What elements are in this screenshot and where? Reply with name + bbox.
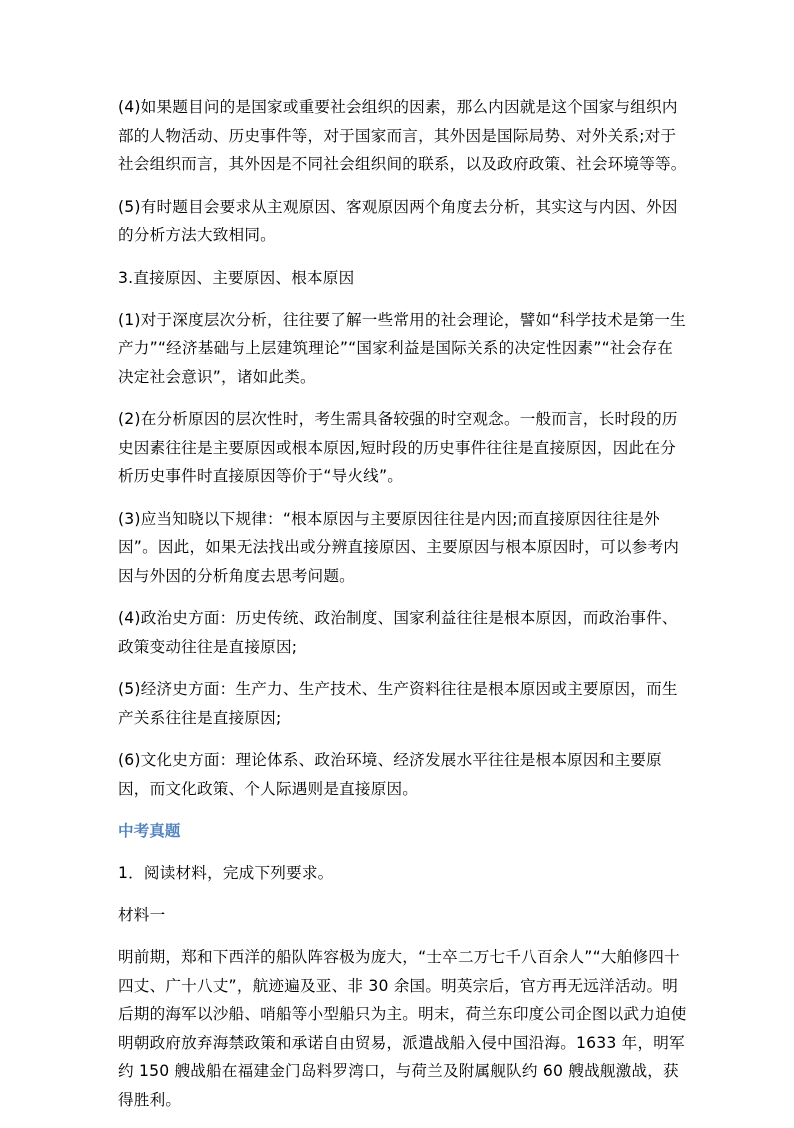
paragraph-cause-4: (4)如果题目问的是国家或重要社会组织的因素，那么内因就是这个国家与组织内部的人物活动、历史事件等，对于国家而言，其外因是国际局势、对外关系;对于社会组织而言，其外因是不同社会组织间的联系，以及政府政策、社会环境等等。 — [118, 98, 687, 173]
material-1-label: 材料一 — [118, 906, 166, 924]
paragraph-level-5: (5)经济史方面：生产力、生产技术、生产资料往往是根本原因或主要原因，而生产关系往往是直接原因; — [118, 680, 678, 727]
paragraph-level-3: (3)应当知晓以下规律：“根本原因与主要原因往往是内因;而直接原因往往是外因”。因此，如果无法找出或分辨直接原因、主要原因与根本原因时，可以参考内因与外因的分析角度去思考问题。 — [118, 509, 680, 585]
paragraph-level-1: (1)对于深度层次分析，往往要了解一些常用的社会理论，譬如“科学技术是第一生产力”“经济基础与上层建筑理论”“国家利益是国际关系的决定性因素”“社会存在决定社会意识”，诸如此类。 — [118, 310, 686, 386]
section-heading-exam: 中考真题 — [118, 822, 181, 840]
question-1-prompt: 1．阅读材料，完成下列要求。 — [118, 864, 334, 882]
paragraph-level-2: (2)在分析原因的层次性时，考生需具备较强的时空观念。一般而言，长时段的历史因素往往是主要原因或根本原因,短时段的历史事件往往是直接原因，因此在分析历史事件时直接原因等价于“导火线”。 — [118, 410, 678, 485]
paragraph-level-6: (6)文化史方面：理论体系、政治环境、经济发展水平往往是根本原因和主要原因，而文化政策、个人际遇则是直接原因。 — [118, 751, 662, 798]
material-1-text: 明前期，郑和下西洋的船队阵容极为庞大，“士卒二万七千八百余人”“大舶修四十四丈、广十八丈”，航迹遍及亚、非 30 余国。明英宗后，官方再无远洋活动。明后期的海军以沙船、哨船等小型船只为主。明末，荷兰东印度公司企图以武力迫使明朝政府放弃海禁政策和承诺自由贸易，派遣战船入侵中国沿海。1633 年，明军约 150 艘战船在福建金门岛料罗湾口，与荷兰及附属舰队约 60 艘战舰激战，获得胜利。 — [118, 948, 687, 1109]
paragraph-cause-5: (5)有时题目会要求从主观原因、客观原因两个角度去分析，其实这与内因、外因的分析方法大致相同。 — [118, 197, 678, 244]
document-body — [118, 93, 688, 1128]
paragraph-level-4: (4)政治史方面：历史传统、政治制度、国家利益往往是根本原因，而政治事件、政策变动往往是直接原因; — [118, 609, 678, 656]
section-title-3: 3.直接原因、主要原因、根本原因 — [118, 268, 355, 287]
